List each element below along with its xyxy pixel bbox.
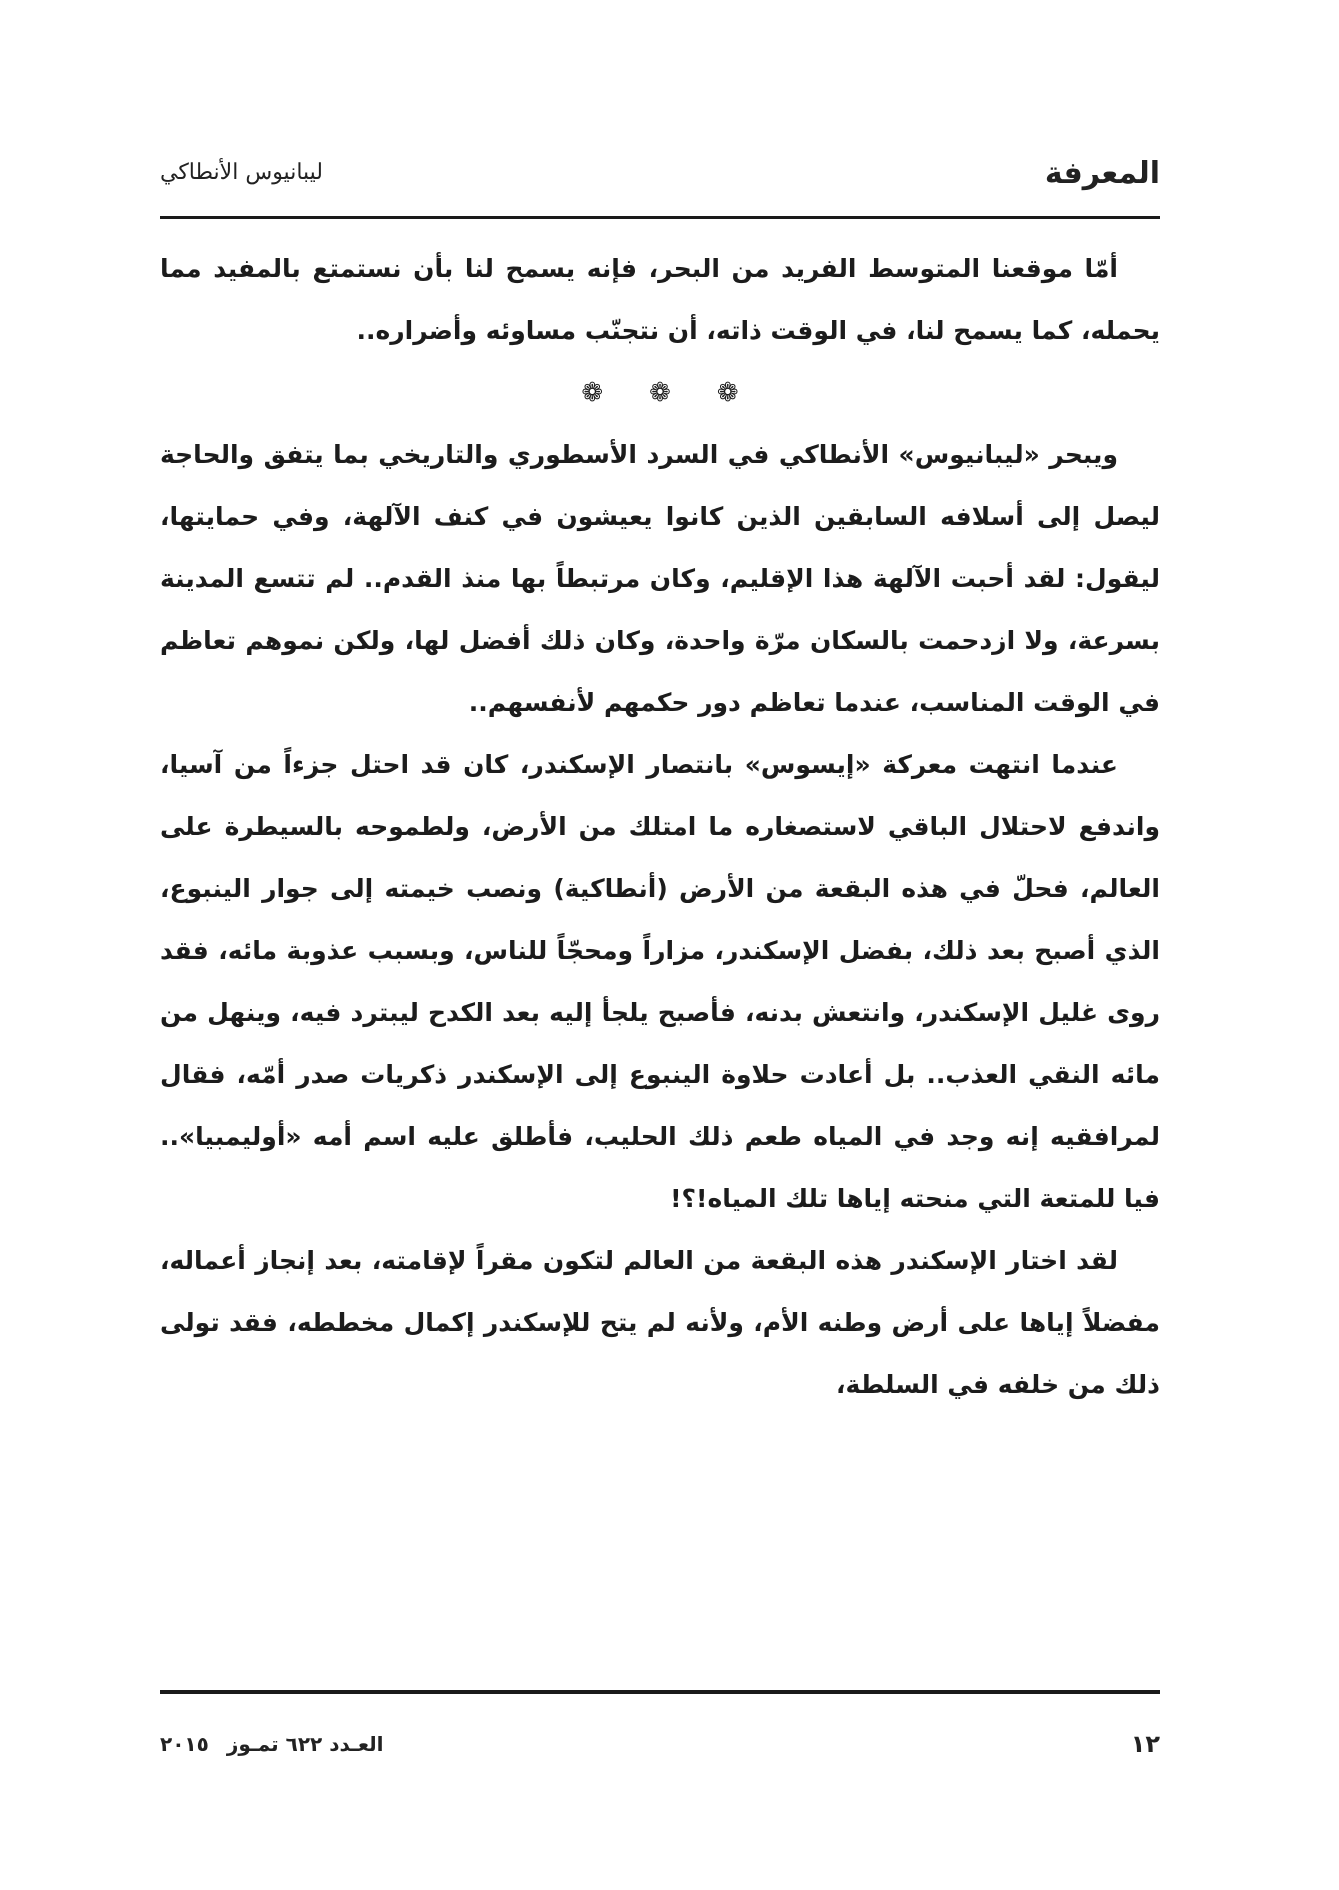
flower-ornament-icon: ❁: [581, 378, 604, 408]
paragraph-1: أمّا موقعنا المتوسط الفريد من البحر، فإنه يسمح لنا بأن نستمتع بالمفيد مما يحمله، كما يسمح لنا، في الوقت ذاته، أن نتجنّب مساوئه وأضراره..: [160, 254, 1160, 345]
paragraph-4: لقد اختار الإسكندر هذه البقعة من العالم لتكون مقراً لإقامته، بعد إنجاز أعماله، مفضلاً إياها على أرض وطنه الأم، ولأنه لم يتح للإسكندر إكمال مخططه، فقد تولى ذلك من خلفه في السلطة،: [160, 1246, 1160, 1399]
running-title: ليبانيوس الأنطاكي: [160, 160, 324, 185]
issue-info: [160, 1732, 384, 1756]
paragraph-2: ويبحر «ليبانيوس» الأنطاكي في السرد الأسطوري والتاريخي بما يتفق والحاجة ليصل إلى أسلافه السابقين الذين كانوا يعيشون في كنف الآلهة، وفي حمايتها، ليقول: لقد أحبت الآلهة هذا الإقليم، وكان مرتبطاً بها منذ القدم.. لم تتسع المدينة بسرعة، ولا ازدحمت بالسكان مرّة واحدة، وكان ذلك أفضل لها، ولكن نموهم تعاظم في الوقت المناسب، عندما تعاظم دور حكمهم لأنفسهم..: [160, 440, 1160, 717]
document-page: [160, 150, 1160, 1790]
running-header: [160, 150, 1160, 200]
flower-ornament-icon: ❁: [716, 378, 739, 408]
footer-rule: [160, 1690, 1160, 1694]
flower-ornament-icon: ❁: [649, 378, 671, 408]
section-separator: [160, 362, 1160, 424]
header-rule: [160, 216, 1160, 219]
page-number: ١٢: [1130, 1730, 1160, 1758]
page-footer: [160, 1730, 1160, 1770]
issue-year: ٢٠١٥: [160, 1732, 209, 1756]
journal-logo: المعرفة: [1044, 156, 1160, 191]
article-body: [160, 238, 1160, 1416]
issue-label: العـدد ٦٢٢ تمـوز: [226, 1732, 384, 1756]
paragraph-3: عندما انتهت معركة «إيسوس» بانتصار الإسكندر، كان قد احتل جزءاً من آسيا، واندفع لاحتلال الباقي لاستصغاره ما امتلك من الأرض، ولطموحه بالسيطرة على العالم، فحلّ في هذه البقعة من الأرض (أنطاكية) ونصب خيمته إلى جوار الينبوع، الذي أصبح بعد ذلك، بفضل الإسكندر، مزاراً ومحجّاً للناس، وبسبب عذوبة مائه، فقد روى غليل الإسكندر، وانتعش بدنه، فأصبح يلجأ إليه بعد الكدح ليبترد فيه، وينهل من مائه النقي العذب.. بل أعادت حلاوة الينبوع إلى الإسكندر ذكريات صدر أمّه، فقال لمرافقيه إنه وجد في المياه طعم ذلك الحليب، فأطلق عليه اسم أمه «أوليمبيا».. فيا للمتعة التي منحته إياها تلك المياه!؟!: [160, 750, 1160, 1213]
